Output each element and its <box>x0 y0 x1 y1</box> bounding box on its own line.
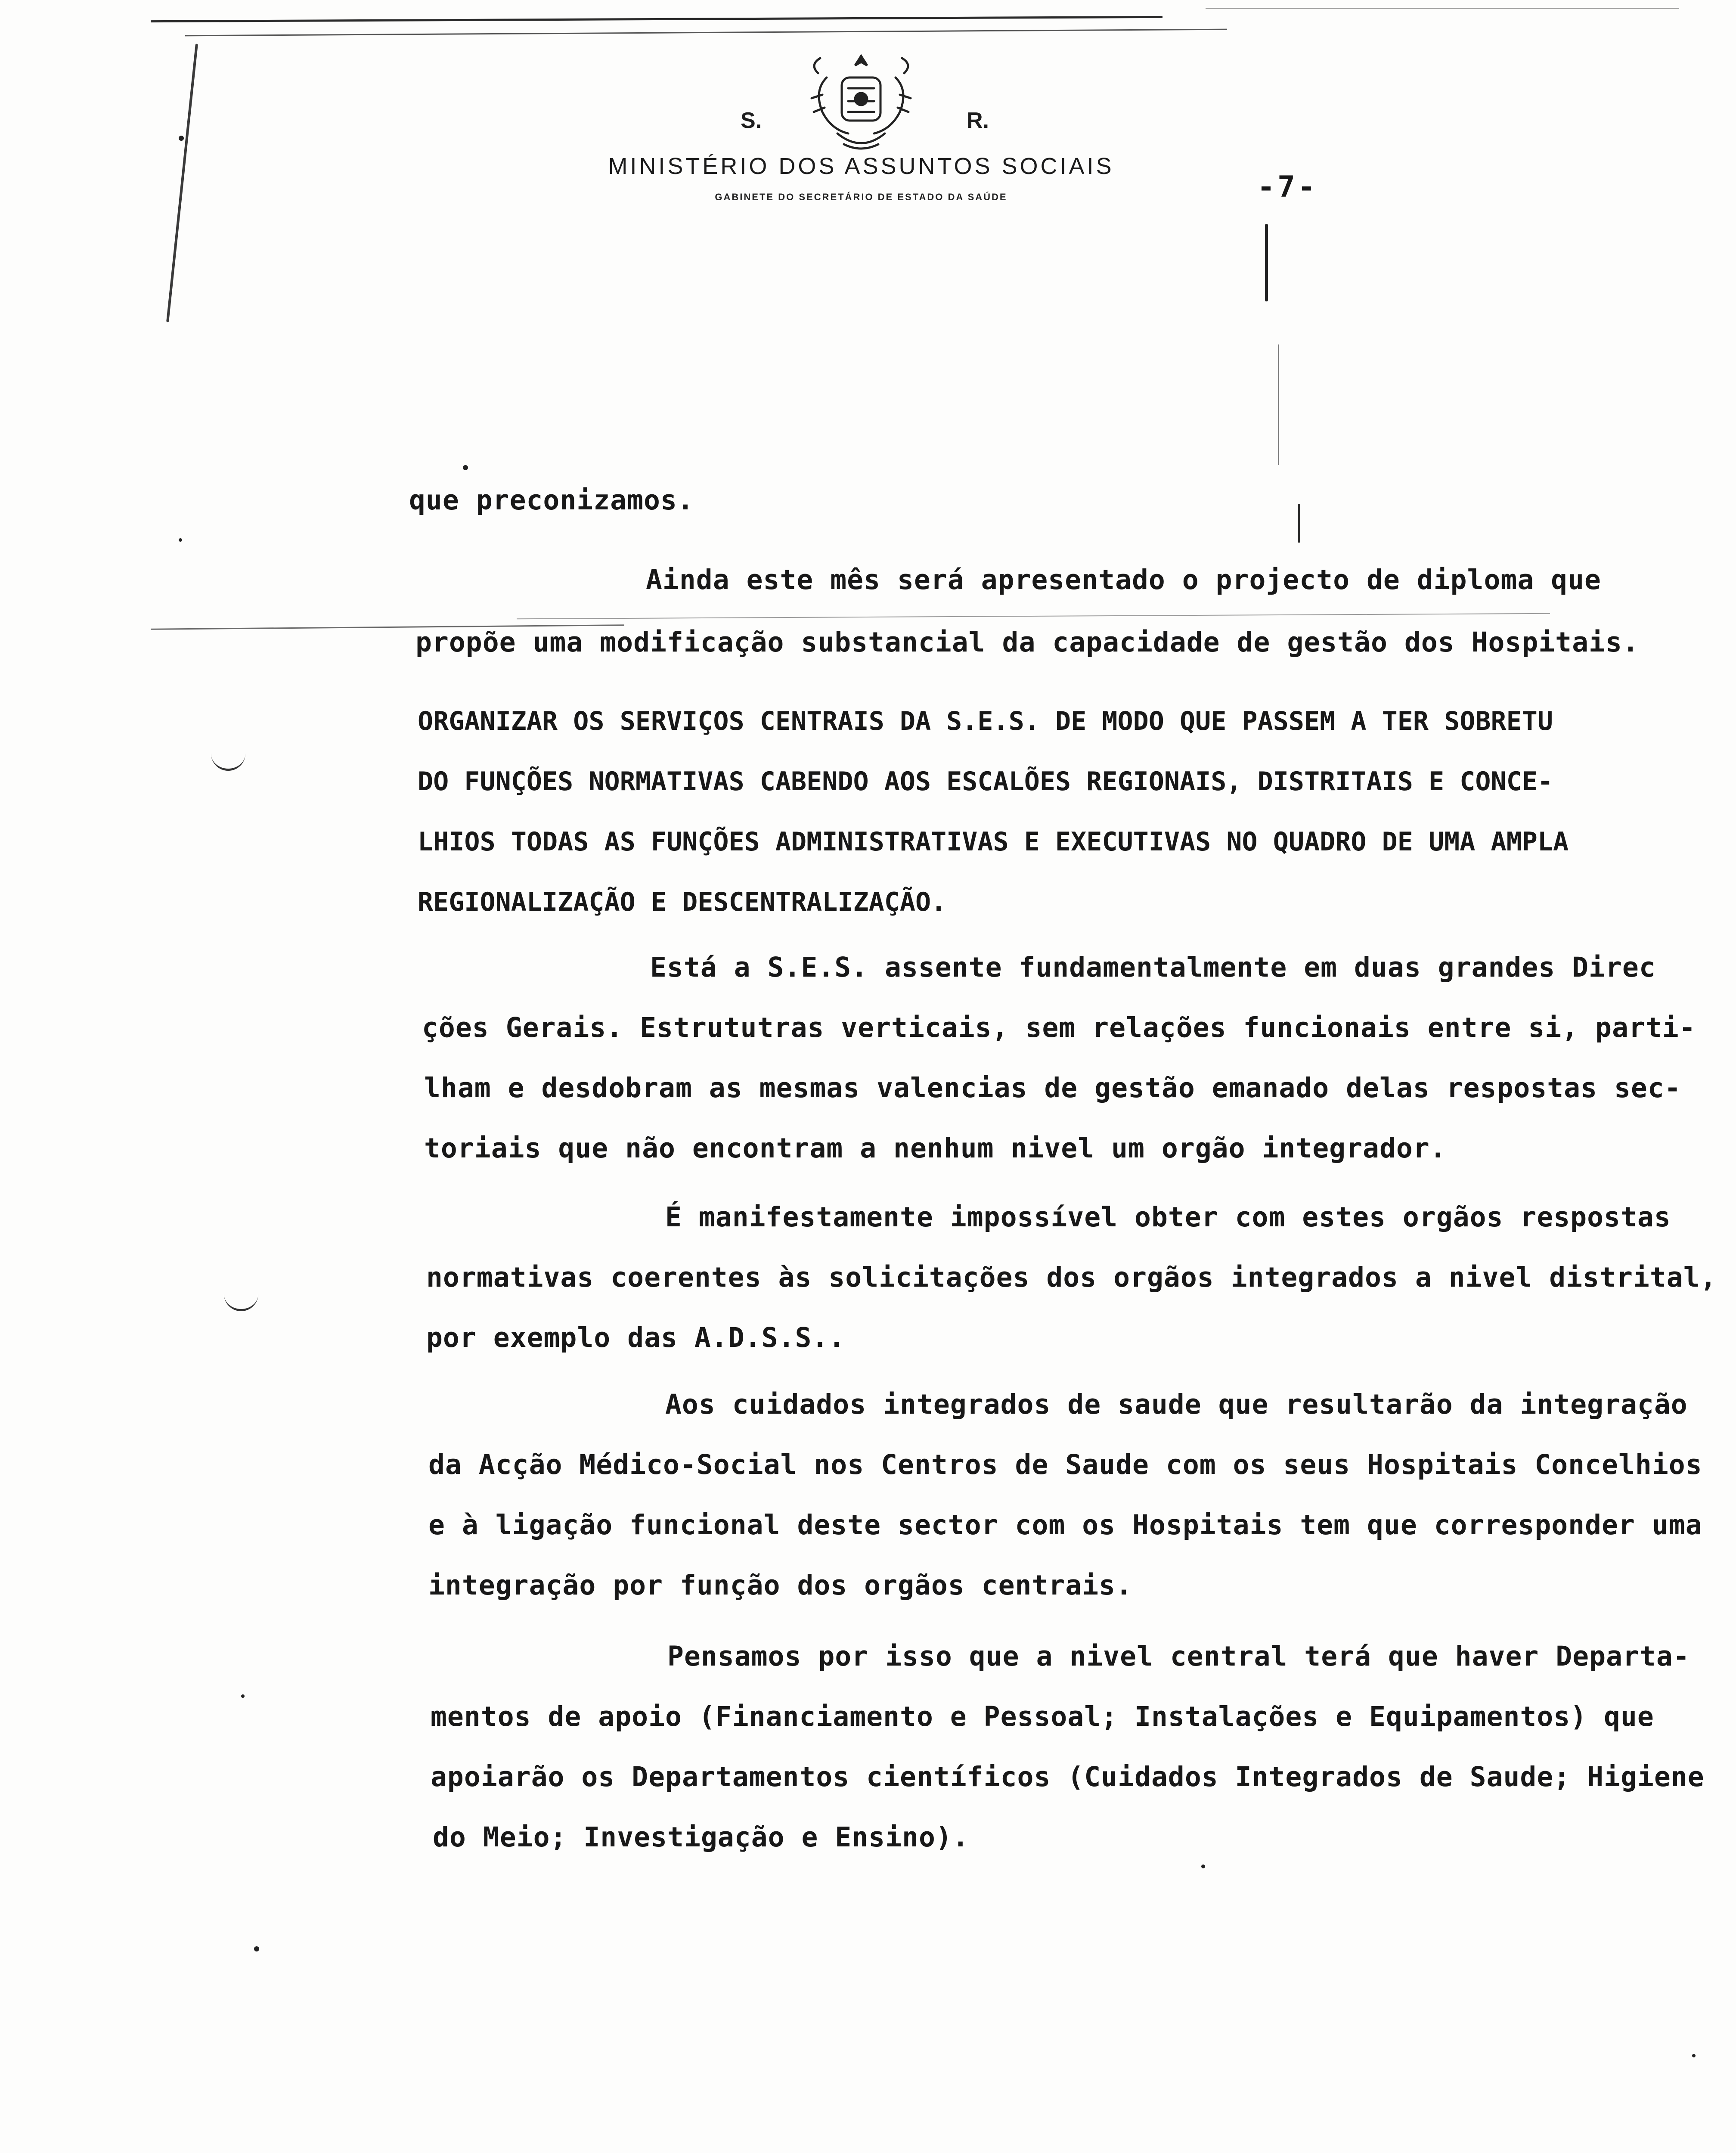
letterhead <box>560 43 1162 224</box>
top-edge-line-secondary <box>185 29 1227 37</box>
body-line: ções Gerais. Estrututras verticais, sem relações funcionais entre si, parti- <box>422 1012 1696 1043</box>
body-line: normativas coerentes às solicitações dos orgãos integrados a nivel distrital, <box>426 1262 1717 1293</box>
ministry-name: MINISTÉRIO DOS ASSUNTOS SOCIAIS <box>608 153 1114 179</box>
scan-speck <box>179 538 182 542</box>
punch-hole-mark <box>224 1292 258 1311</box>
body-line: por exemplo das A.D.S.S.. <box>426 1322 846 1353</box>
scan-speck <box>463 465 468 470</box>
fold-line-right <box>517 613 1550 620</box>
scan-speck <box>179 136 184 141</box>
body-line: que preconizamos. <box>409 484 694 516</box>
scan-speck <box>254 1946 259 1951</box>
body-line: É manifestamente impossível obter com estes orgãos respostas <box>665 1201 1671 1233</box>
body-line: e à ligação funcional deste sector com os Hospitais tem que corresponder uma <box>428 1509 1702 1541</box>
right-margin-mark-small <box>1298 504 1300 543</box>
body-line: apoiarão os Departamentos científicos (Cuidados Integrados de Saude; Higiene <box>431 1761 1705 1793</box>
body-line: REGIONALIZAÇÃO E DESCENTRALIZAÇÃO. <box>418 887 947 917</box>
coat-of-arms-icon <box>792 47 930 155</box>
cabinet-name: GABINETE DO SECRETÁRIO DE ESTADO DA SAÚDE <box>715 192 1008 202</box>
punch-hole-mark <box>211 751 245 771</box>
body-line: Ainda este mês será apresentado o projecto de diploma que <box>646 564 1601 596</box>
right-margin-mark <box>1265 224 1268 301</box>
body-line: Aos cuidados integrados de saude que resultarão da integração <box>665 1389 1688 1420</box>
body-line: do Meio; Investigação e Ensino). <box>433 1821 969 1853</box>
body-line: ORGANIZAR OS SERVIÇOS CENTRAIS DA S.E.S. DE MODO QUE PASSEM A TER SOBRETU <box>418 706 1553 736</box>
body-line: da Acção Médico-Social nos Centros de Saude com os seus Hospitais Concelhios <box>428 1449 1702 1480</box>
body-line: Está a S.E.S. assente fundamentalmente em duas grandes Direc <box>650 952 1656 983</box>
body-line: Pensamos por isso que a nivel central terá que haver Departa- <box>667 1641 1690 1672</box>
scan-speck <box>1201 1864 1205 1868</box>
scan-speck <box>1692 2054 1696 2057</box>
letterhead-right-initial: R. <box>967 108 989 133</box>
body-line: mentos de apoio (Financiamento e Pessoal; Instalações e Equipamentos) que <box>431 1701 1654 1732</box>
body-line: LHIOS TODAS AS FUNÇÕES ADMINISTRATIVAS E EXECUTIVAS NO QUADRO DE UMA AMPLA <box>418 827 1569 857</box>
scan-speck <box>241 1694 245 1698</box>
body-line: toriais que não encontram a nenhum nivel um orgão integrador. <box>424 1132 1447 1164</box>
body-line: lham e desdobram as mesmas valencias de gestão emanado delas respostas sec- <box>424 1072 1681 1104</box>
left-margin-mark <box>166 43 198 322</box>
right-margin-mark-faint <box>1278 344 1279 465</box>
body-line: integração por função dos orgãos centrais. <box>428 1570 1133 1601</box>
letterhead-left-initial: S. <box>741 108 762 133</box>
body-line: DO FUNÇÕES NORMATIVAS CABENDO AOS ESCALÕES REGIONAIS, DISTRITAIS E CONCE- <box>418 766 1553 797</box>
top-edge-line <box>151 16 1162 22</box>
page-number: -7- <box>1257 170 1318 204</box>
body-line: propõe uma modificação substancial da capacidade de gestão dos Hospitais. <box>415 627 1639 658</box>
top-edge-line-faint <box>1206 8 1679 9</box>
